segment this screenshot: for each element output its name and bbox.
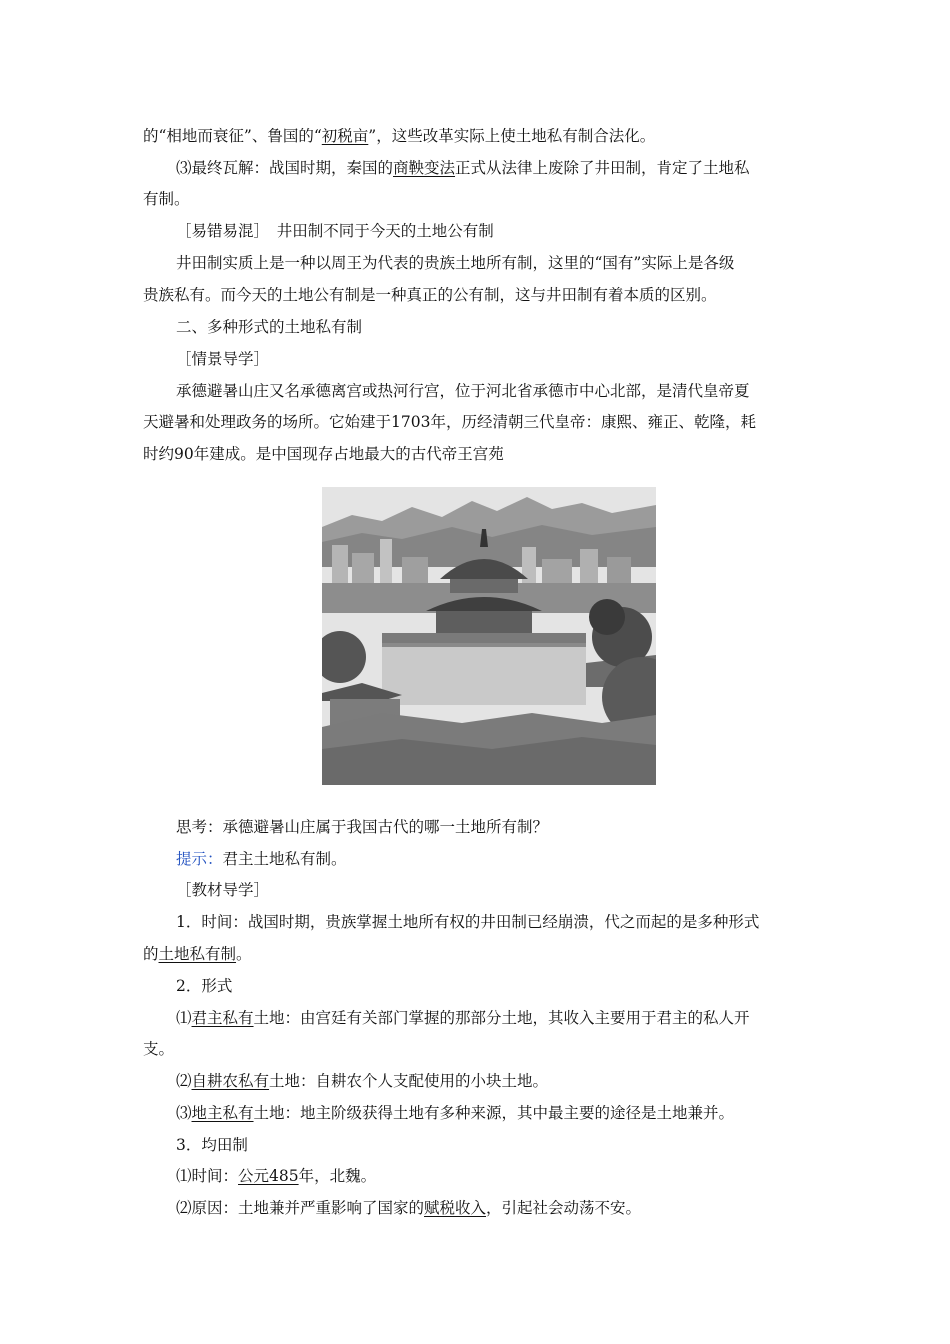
text-line: 有制。 — [143, 190, 190, 208]
text-line — [176, 1165, 816, 1187]
text-line: 时约90年建成。是中国现存占地最大的古代帝王宫苑 — [143, 445, 504, 463]
text-line: 承德避暑山庄又名承德离宫或热河行宫，位于河北省承德市中心北部，是清代皇帝夏 — [176, 382, 750, 400]
text-span: ⑶ — [176, 1104, 192, 1122]
text-line: 井田制实质上是一种以周王为代表的贵族土地所有制，这里的“国有”实际上是各级 — [176, 254, 735, 272]
section-label: ［教材导学］ — [176, 881, 270, 899]
text-line — [176, 157, 816, 179]
text-span: 土地：自耕农个人支配使用的小块土地。 — [269, 1072, 549, 1090]
text-line: 天避暑和处理政务的场所。它始建于1703年，历经清朝三代皇帝：康熙、雍正、乾隆，耗 — [143, 413, 756, 431]
text-span: ⑵ — [176, 1072, 192, 1090]
hint-answer: 君主土地私有制。 — [222, 850, 347, 868]
hint-label: 提示： — [176, 850, 223, 868]
text-line — [176, 1007, 816, 1029]
text-span: ⑴ — [176, 1009, 192, 1027]
text-span: ⑶最终瓦解：战国时期，秦国的 — [176, 159, 394, 177]
underlined-term: 地主私有 — [191, 1104, 254, 1122]
text-line: 1．时间：战国时期，贵族掌握土地所有权的井田制已经崩溃，代之而起的是多种形式 — [176, 913, 760, 931]
text-span: 年，北魏。 — [298, 1167, 377, 1185]
underlined-term: 商鞅变法 — [393, 159, 456, 177]
section-heading: 二、多种形式的土地私有制 — [176, 318, 363, 336]
text-line: 支。 — [143, 1040, 175, 1058]
text-span: ⑴时间： — [176, 1167, 239, 1185]
underlined-term: 君主私有 — [191, 1009, 254, 1027]
section-label: ［情景导学］ — [176, 350, 270, 368]
text-span: 的 — [143, 945, 159, 963]
text-line: 贵族私有。而今天的土地公有制是一种真正的公有制，这与井田制有着本质的区别。 — [143, 286, 717, 304]
text-line — [176, 1070, 816, 1092]
text-line — [176, 1102, 816, 1124]
text-span: ⑵原因：土地兼并严重影响了国家的 — [176, 1199, 425, 1217]
underlined-term: 初税亩 — [321, 127, 369, 145]
text-span: 正式从法律上废除了井田制，肯定了土地私 — [455, 159, 750, 177]
text-span: 的“相地而衰征”、鲁国的“ — [143, 127, 322, 145]
underlined-term: 土地私有制 — [158, 945, 237, 963]
text-span: 土地：地主阶级获得土地有多种来源，其中最主要的途径是土地兼并。 — [253, 1104, 735, 1122]
text-line: 3．均田制 — [176, 1136, 248, 1154]
text-line: 2．形式 — [176, 977, 233, 995]
underlined-term: 赋税收入 — [424, 1199, 487, 1217]
underlined-term: 自耕农私有 — [191, 1072, 270, 1090]
photo-chengde-mountain-resort — [322, 487, 656, 785]
text-line — [143, 125, 813, 147]
underlined-term: 公元485 — [238, 1167, 299, 1185]
text-line — [143, 943, 813, 965]
text-span: 土地：由宫廷有关部门掌握的那部分土地，其收入主要用于君主的私人开 — [253, 1009, 750, 1027]
text-span: 。 — [236, 945, 252, 963]
text-span: ”，这些改革实际上使土地私有制合法化。 — [368, 127, 656, 145]
text-span: ，引起社会动荡不安。 — [486, 1199, 642, 1217]
text-line — [176, 1197, 816, 1219]
hint-line — [176, 848, 816, 870]
section-note: ［易错易混］ 井田制不同于今天的土地公有制 — [176, 222, 494, 240]
question-line: 思考：承德避暑山庄属于我国古代的哪一土地所有制？ — [176, 818, 549, 836]
